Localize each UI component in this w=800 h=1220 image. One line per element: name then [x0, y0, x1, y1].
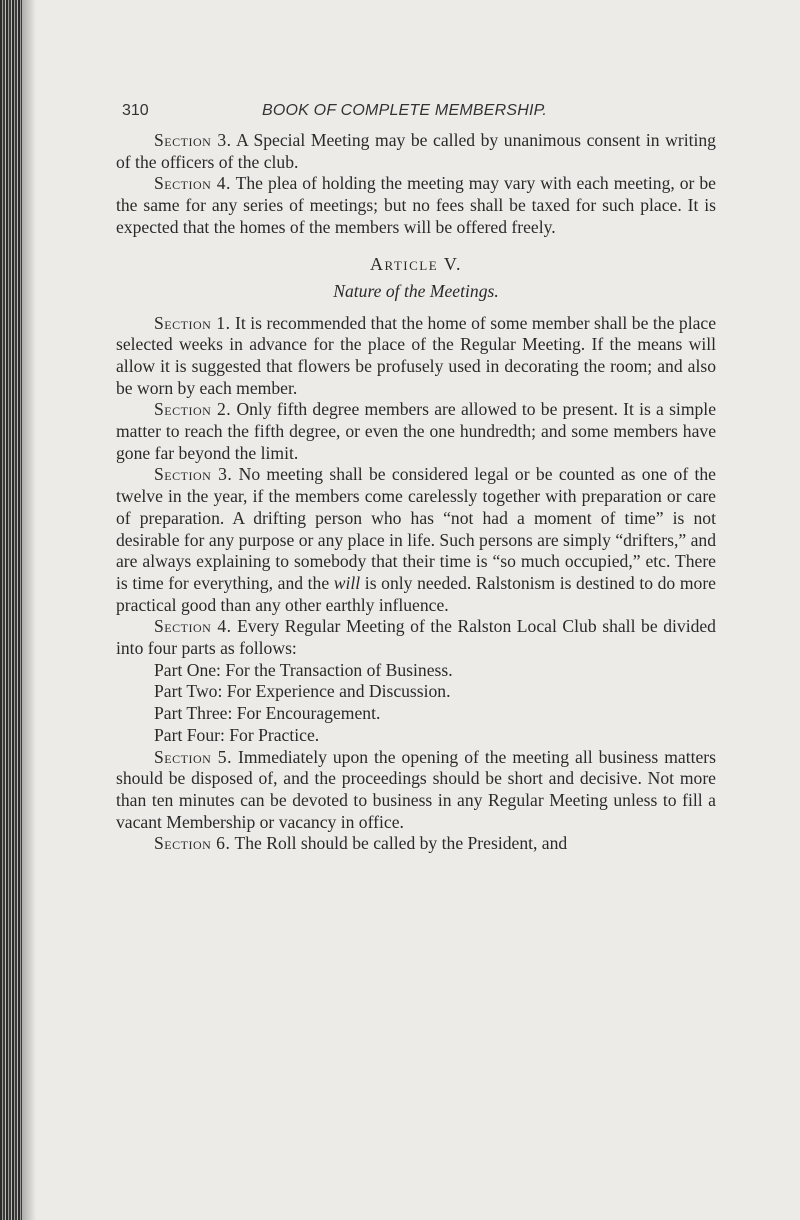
- paragraph-section-4: [116, 173, 716, 238]
- binding-shadow: [22, 0, 36, 1220]
- paragraph-text: The Roll should be called by the President, and: [230, 833, 568, 854]
- italic-word: will: [333, 572, 361, 593]
- paragraph-text: Only fifth degree members are allowed to be present. It is a simple matter to reach the fifth degree, or even the one hundredth; and some members have gone far beyond the limit.: [116, 399, 716, 463]
- part-four: Part Four: For Practice.: [154, 724, 320, 745]
- page-number: 310: [122, 102, 149, 119]
- paragraph-article-section-6: [116, 833, 716, 855]
- paragraph-article-section-4: [116, 616, 716, 659]
- paragraph-text: is only needed. Ralstonism is destined to do more practical good than any other earthly influence.: [116, 572, 716, 615]
- article-subheading: Nature of the Meetings.: [333, 280, 499, 301]
- paragraph-article-section-3: [116, 464, 716, 616]
- paragraph-text: No meeting shall be considered legal or be counted as one of the twelve in the year, if the members come carelessly together with preparation or care of preparation. A drifting person who has “not had a moment of time” is not desirable for any purpose or any place in life. Such persons are simply “drifters,” and are always explaining to somebody that their time is “so much occupied,” etc. There is time for everything, and the: [116, 464, 716, 593]
- section-label: Section 5.: [154, 746, 232, 767]
- part-three: Part Three: For Encouragement.: [154, 703, 381, 724]
- paragraph-text: It is recommended that the home of some member shall be the place selected weeks in advance for the place of the Regular Meeting. If the means will allow it is suggested that flowers be profusely used in decorating the room; and also be worn by each member.: [116, 312, 717, 398]
- paragraph-text: Every Regular Meeting of the Ralston Local Club shall be divided into four parts as follows:: [116, 616, 716, 659]
- running-head: [116, 102, 716, 124]
- section-label: Section 3.: [154, 130, 232, 150]
- book-binding: [0, 0, 22, 1220]
- paragraph-article-section-1: [116, 313, 716, 400]
- paragraph-article-section-5: [116, 747, 716, 834]
- section-label: Section 2.: [154, 399, 232, 420]
- part-two: Part Two: For Experience and Discussion.: [154, 681, 451, 702]
- section-label: Section 4.: [154, 616, 232, 637]
- paragraph-text: Immediately upon the opening of the meeting all business matters should be disposed of, and the proceedings should be short and decisive. Not more than ten minutes can be devoted to business in any Regular Meeting unless to fill a vacant Membership or vacancy in office.: [116, 746, 716, 832]
- article-heading: Article V.: [369, 253, 463, 274]
- paragraph-section-3: [116, 130, 716, 173]
- section-label: Section 3.: [154, 464, 233, 485]
- body-text: [116, 130, 716, 855]
- running-title: BOOK OF COMPLETE MEMBERSHIP.: [262, 102, 548, 119]
- paragraph-text: The plea of holding the meeting may vary with each meeting, or be the same for any series of meetings; but no fees shall be taxed for such place. It is expected that the homes of the members will be offered freely.: [116, 173, 716, 237]
- section-label: Section 4.: [154, 173, 231, 194]
- paragraph-text: A Special Meeting may be called by unanimous consent in writing of the officers of the club.: [116, 130, 716, 172]
- part-one: Part One: For the Transaction of Business.: [154, 659, 453, 680]
- paragraph-article-section-2: [116, 399, 716, 464]
- section-label: Section 1.: [154, 312, 231, 333]
- section-label: Section 6.: [154, 833, 231, 854]
